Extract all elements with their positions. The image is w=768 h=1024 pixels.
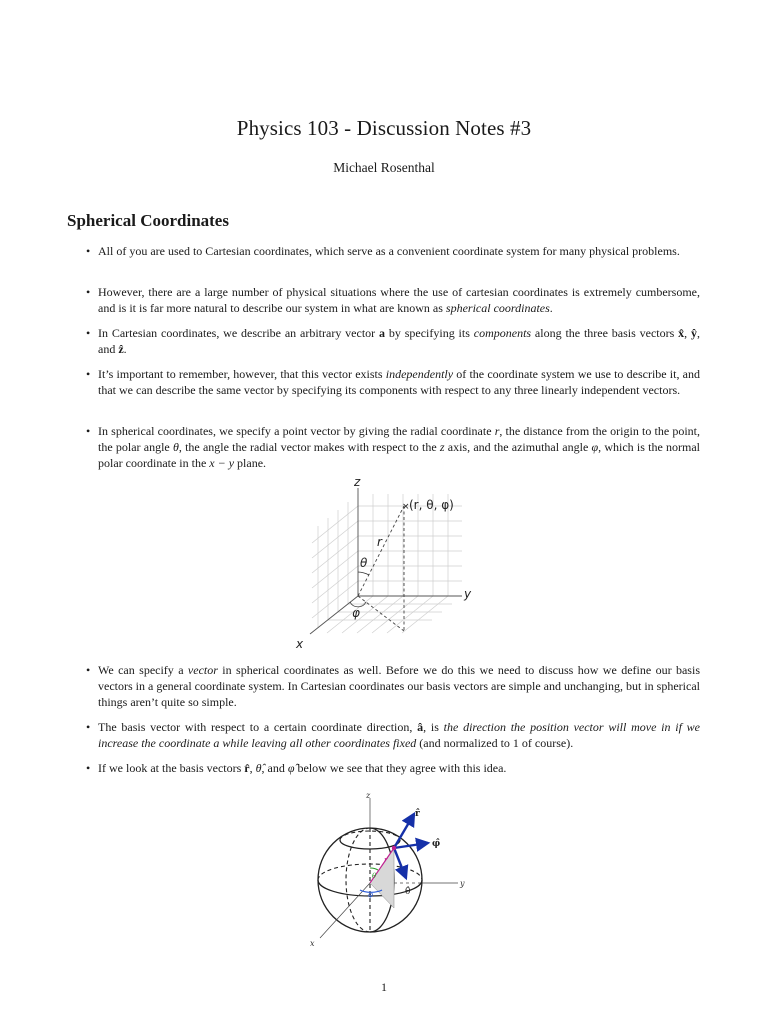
spherical-coordinates-figure	[290, 476, 475, 651]
r-label: r	[384, 856, 388, 864]
vector-a: a	[379, 326, 386, 340]
unit-phi: φ̂	[287, 761, 295, 775]
author-name: Michael Rosenthal	[333, 160, 435, 175]
symbol-phi: φ	[591, 440, 599, 454]
phi-label: φ	[352, 606, 360, 620]
unit-r: r̂	[244, 761, 250, 775]
point-label: (r, θ, φ)	[409, 498, 454, 512]
basis-vectors-figure	[298, 790, 480, 950]
unit-x: x̂	[678, 326, 685, 340]
bullet-item-4: • It’s important to remember, however, that this vector exists independently of the coordinate system we use to describe it, and that we can describe the same vector by specifying its components with respect to any three linearly independent vectors.	[98, 366, 700, 398]
axis-label-x: x	[296, 637, 304, 651]
r-label: r	[377, 535, 382, 549]
bullet-item-6: • We can specify a vector in spherical coordinates as well. Before we do this we need to discuss how we define our basis vectors in a general coordinate system. In Cartesian coordinates our basis vectors are simple and unchanging, but in spherical things aren’t quite so simple.	[98, 662, 700, 710]
theta-angle-label: θ	[372, 872, 377, 880]
vector-a-hat: â	[417, 720, 424, 734]
page-title: Physics 103 - Discussion Notes #3	[236, 116, 532, 140]
theta-hat-label: θ̂	[405, 887, 411, 897]
emphasis: components	[473, 326, 532, 340]
symbol-theta: θ	[172, 440, 179, 454]
unit-z: ẑ	[118, 342, 124, 356]
phi-angle-label: φ	[368, 891, 373, 899]
emphasis: the direction the position vector will move in if we increase the coordinate a while leaving all other coordinates fixed	[98, 720, 701, 750]
symbol-xy: x − y	[209, 456, 235, 470]
section-heading: Spherical Coordinates	[67, 211, 229, 230]
unit-y: ŷ	[691, 326, 697, 340]
r-hat-label: r̂	[415, 809, 420, 819]
phi-hat-label: φ̂	[432, 839, 441, 849]
bullet-item-3: • In Cartesian coordinates, we describe an arbitrary vector a by specifying its components along the three basis vectors x̂, ŷ, and ẑ.	[98, 325, 700, 357]
theta-label: θ	[360, 556, 368, 570]
symbol-r: r	[494, 424, 500, 438]
emphasis: spherical coordinates	[445, 301, 550, 315]
bullet-item-1: • All of you are used to Cartesian coordinates, which serve as a convenient coordinate system for many physical problems.	[98, 243, 700, 259]
bullet-item-8: • If we look at the basis vectors r̂, θ̂, and φ̂ below we see that they agree with this idea.	[98, 760, 700, 776]
axis-label-z: z	[366, 791, 371, 800]
bullet-item-7: • The basis vector with respect to a certain coordinate direction, â, is the direction the position vector will move in if we increase the coordinate a while leaving all other coordinates fixed (and normalized to 1 of course).	[98, 719, 700, 751]
emphasis: independently	[385, 367, 454, 381]
emphasis: vector	[187, 663, 218, 677]
unit-theta: θ̂	[255, 761, 262, 775]
bullet-item-2: • However, there are a large number of physical situations where the use of cartesian coordinates is extremely cumbersome, and is it is far more natural to describe our system in what are known as spherical coordinates.	[98, 284, 700, 316]
axis-label-z: z	[354, 476, 361, 489]
axis-label-y: y	[464, 587, 472, 601]
symbol-z: z	[439, 440, 445, 454]
page-number: 1	[381, 980, 387, 994]
bullet-item-5: • In spherical coordinates, we specify a point vector by giving the radial coordinate r, the distance from the origin to the point, the polar angle θ, the angle the radial vector makes with respect to the z axis, and the azimuthal angle φ, which is the normal polar coordinate in the x − y plane.	[98, 423, 700, 471]
axis-label-x: x	[310, 939, 315, 948]
point-marker: ×	[402, 502, 410, 512]
axis-label-y: y	[460, 879, 465, 888]
